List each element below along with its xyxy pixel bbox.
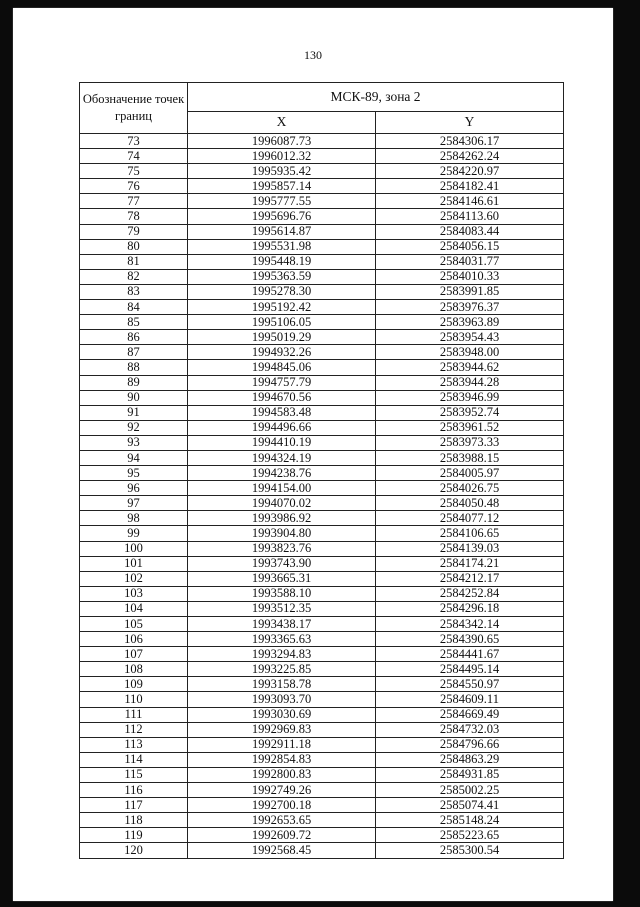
table-row [80, 149, 564, 164]
table-row [80, 284, 564, 299]
y-coordinate-cell: 2585223.65 [376, 828, 564, 843]
table-row [80, 345, 564, 360]
y-coordinate-cell: 2583973.33 [376, 435, 564, 450]
table-row [80, 828, 564, 843]
table-row [80, 179, 564, 194]
x-coordinate-cell: 1995696.76 [188, 209, 376, 224]
table-row [80, 677, 564, 692]
point-id-cell: 96 [80, 481, 188, 496]
y-coordinate-cell: 2584212.17 [376, 571, 564, 586]
table-row [80, 783, 564, 798]
x-coordinate-cell: 1995019.29 [188, 330, 376, 345]
table-row [80, 767, 564, 782]
table-row [80, 254, 564, 269]
table-row [80, 571, 564, 586]
point-id-cell: 77 [80, 194, 188, 209]
y-coordinate-cell: 2584609.11 [376, 692, 564, 707]
point-id-cell: 104 [80, 601, 188, 616]
x-coordinate-cell: 1993986.92 [188, 511, 376, 526]
point-id-cell: 98 [80, 511, 188, 526]
point-id-cell: 116 [80, 783, 188, 798]
point-id-cell: 97 [80, 496, 188, 511]
y-coordinate-cell: 2583944.62 [376, 360, 564, 375]
point-id-cell: 103 [80, 586, 188, 601]
y-column-header: Y [376, 111, 564, 133]
point-id-cell: 120 [80, 843, 188, 858]
x-coordinate-cell: 1994496.66 [188, 420, 376, 435]
table-row [80, 647, 564, 662]
point-id-cell: 110 [80, 692, 188, 707]
x-coordinate-cell: 1995935.42 [188, 164, 376, 179]
y-coordinate-cell: 2584056.15 [376, 239, 564, 254]
point-id-cell: 90 [80, 390, 188, 405]
y-coordinate-cell: 2584252.84 [376, 586, 564, 601]
table-row [80, 662, 564, 677]
x-coordinate-cell: 1995106.05 [188, 315, 376, 330]
coordinates-table [79, 82, 564, 859]
y-coordinate-cell: 2584342.14 [376, 617, 564, 632]
y-coordinate-cell: 2583954.43 [376, 330, 564, 345]
x-coordinate-cell: 1994845.06 [188, 360, 376, 375]
table-row [80, 586, 564, 601]
y-coordinate-cell: 2585074.41 [376, 798, 564, 813]
table-row [80, 843, 564, 858]
x-coordinate-cell: 1993030.69 [188, 707, 376, 722]
x-coordinate-cell: 1994410.19 [188, 435, 376, 450]
x-coordinate-cell: 1993438.17 [188, 617, 376, 632]
x-coordinate-cell: 1993743.90 [188, 556, 376, 571]
y-coordinate-cell: 2584796.66 [376, 737, 564, 752]
table-row [80, 813, 564, 828]
table-row [80, 360, 564, 375]
x-coordinate-cell: 1993294.83 [188, 647, 376, 662]
y-coordinate-cell: 2583991.85 [376, 284, 564, 299]
y-coordinate-cell: 2584182.41 [376, 179, 564, 194]
y-coordinate-cell: 2584077.12 [376, 511, 564, 526]
point-id-cell: 87 [80, 345, 188, 360]
x-coordinate-cell: 1995278.30 [188, 284, 376, 299]
table-row [80, 692, 564, 707]
table-row [80, 752, 564, 767]
table-row [80, 224, 564, 239]
point-id-cell: 109 [80, 677, 188, 692]
point-id-cell: 102 [80, 571, 188, 586]
point-id-cell: 74 [80, 149, 188, 164]
table-row [80, 798, 564, 813]
table-row [80, 526, 564, 541]
y-coordinate-cell: 2584106.65 [376, 526, 564, 541]
x-coordinate-cell: 1993823.76 [188, 541, 376, 556]
x-coordinate-cell: 1993512.35 [188, 601, 376, 616]
x-coordinate-cell: 1993904.80 [188, 526, 376, 541]
x-coordinate-cell: 1994583.48 [188, 405, 376, 420]
table-row [80, 405, 564, 420]
point-id-cell: 115 [80, 767, 188, 782]
point-id-cell: 107 [80, 647, 188, 662]
x-coordinate-cell: 1995448.19 [188, 254, 376, 269]
point-id-cell: 84 [80, 300, 188, 315]
y-coordinate-cell: 2584732.03 [376, 722, 564, 737]
y-coordinate-cell: 2584550.97 [376, 677, 564, 692]
x-coordinate-cell: 1993225.85 [188, 662, 376, 677]
point-id-cell: 106 [80, 632, 188, 647]
table-row [80, 722, 564, 737]
point-id-cell: 105 [80, 617, 188, 632]
y-coordinate-cell: 2584296.18 [376, 601, 564, 616]
page-number: 130 [304, 48, 322, 62]
y-coordinate-cell: 2584863.29 [376, 752, 564, 767]
point-id-cell: 108 [80, 662, 188, 677]
y-coordinate-cell: 2583946.99 [376, 390, 564, 405]
y-coordinate-cell: 2584010.33 [376, 269, 564, 284]
y-coordinate-cell: 2584113.60 [376, 209, 564, 224]
point-id-cell: 76 [80, 179, 188, 194]
point-id-cell: 94 [80, 450, 188, 465]
y-coordinate-cell: 2584026.75 [376, 481, 564, 496]
y-coordinate-cell: 2584669.49 [376, 707, 564, 722]
y-coordinate-cell: 2584139.03 [376, 541, 564, 556]
point-id-cell: 111 [80, 707, 188, 722]
table-row [80, 466, 564, 481]
table-row [80, 632, 564, 647]
x-coordinate-cell: 1992568.45 [188, 843, 376, 858]
x-column-header: X [188, 111, 376, 133]
point-id-cell: 73 [80, 134, 188, 149]
y-coordinate-cell: 2584441.67 [376, 647, 564, 662]
table-row [80, 209, 564, 224]
y-coordinate-cell: 2584083.44 [376, 224, 564, 239]
table-row [80, 330, 564, 345]
x-coordinate-cell: 1995192.42 [188, 300, 376, 315]
x-coordinate-cell: 1992969.83 [188, 722, 376, 737]
point-id-cell: 81 [80, 254, 188, 269]
y-coordinate-cell: 2584931.85 [376, 767, 564, 782]
table-row [80, 450, 564, 465]
table-row [80, 601, 564, 616]
table-row [80, 435, 564, 450]
x-coordinate-cell: 1995777.55 [188, 194, 376, 209]
table-row [80, 511, 564, 526]
point-id-cell: 79 [80, 224, 188, 239]
x-coordinate-cell: 1995363.59 [188, 269, 376, 284]
y-coordinate-cell: 2584146.61 [376, 194, 564, 209]
x-coordinate-cell: 1994670.56 [188, 390, 376, 405]
x-coordinate-cell: 1994932.26 [188, 345, 376, 360]
point-id-cell: 114 [80, 752, 188, 767]
y-coordinate-cell: 2584306.17 [376, 134, 564, 149]
y-coordinate-cell: 2584262.24 [376, 149, 564, 164]
point-id-cell: 95 [80, 466, 188, 481]
x-coordinate-cell: 1993158.78 [188, 677, 376, 692]
table-row [80, 481, 564, 496]
point-id-cell: 93 [80, 435, 188, 450]
y-coordinate-cell: 2583963.89 [376, 315, 564, 330]
y-coordinate-cell: 2584174.21 [376, 556, 564, 571]
point-id-cell: 119 [80, 828, 188, 843]
table-header [80, 83, 564, 134]
point-id-cell: 88 [80, 360, 188, 375]
table-body [80, 134, 564, 859]
x-coordinate-cell: 1993588.10 [188, 586, 376, 601]
table-row [80, 390, 564, 405]
point-id-cell: 113 [80, 737, 188, 752]
point-id-cell: 92 [80, 420, 188, 435]
document-page [13, 8, 613, 901]
x-coordinate-cell: 1992653.65 [188, 813, 376, 828]
table-row [80, 164, 564, 179]
point-id-cell: 78 [80, 209, 188, 224]
y-coordinate-cell: 2583988.15 [376, 450, 564, 465]
table-row [80, 420, 564, 435]
x-coordinate-cell: 1993093.70 [188, 692, 376, 707]
point-id-cell: 100 [80, 541, 188, 556]
table-row [80, 707, 564, 722]
point-id-cell: 80 [80, 239, 188, 254]
point-id-cell: 117 [80, 798, 188, 813]
point-id-cell: 83 [80, 284, 188, 299]
y-coordinate-cell: 2584390.65 [376, 632, 564, 647]
table-row [80, 239, 564, 254]
x-coordinate-cell: 1992911.18 [188, 737, 376, 752]
x-coordinate-cell: 1992700.18 [188, 798, 376, 813]
x-coordinate-cell: 1993665.31 [188, 571, 376, 586]
point-id-cell: 82 [80, 269, 188, 284]
table-row [80, 134, 564, 149]
x-coordinate-cell: 1996087.73 [188, 134, 376, 149]
x-coordinate-cell: 1992749.26 [188, 783, 376, 798]
point-id-cell: 86 [80, 330, 188, 345]
table-row [80, 315, 564, 330]
y-coordinate-cell: 2583948.00 [376, 345, 564, 360]
x-coordinate-cell: 1994238.76 [188, 466, 376, 481]
y-coordinate-cell: 2583961.52 [376, 420, 564, 435]
y-coordinate-cell: 2585002.25 [376, 783, 564, 798]
table-row [80, 496, 564, 511]
y-coordinate-cell: 2584050.48 [376, 496, 564, 511]
y-coordinate-cell: 2584005.97 [376, 466, 564, 481]
zone-header: МСК-89, зона 2 [188, 83, 564, 112]
y-coordinate-cell: 2583952.74 [376, 405, 564, 420]
table-row [80, 269, 564, 284]
point-id-cell: 112 [80, 722, 188, 737]
x-coordinate-cell: 1992609.72 [188, 828, 376, 843]
y-coordinate-cell: 2584495.14 [376, 662, 564, 677]
point-column-header: Обозначение точек границ [80, 83, 188, 134]
x-coordinate-cell: 1995614.87 [188, 224, 376, 239]
x-coordinate-cell: 1995531.98 [188, 239, 376, 254]
table-row [80, 375, 564, 390]
y-coordinate-cell: 2584031.77 [376, 254, 564, 269]
x-coordinate-cell: 1992800.83 [188, 767, 376, 782]
table-row [80, 617, 564, 632]
point-id-cell: 75 [80, 164, 188, 179]
x-coordinate-cell: 1994757.79 [188, 375, 376, 390]
x-coordinate-cell: 1992854.83 [188, 752, 376, 767]
x-coordinate-cell: 1994154.00 [188, 481, 376, 496]
point-id-cell: 91 [80, 405, 188, 420]
x-coordinate-cell: 1994324.19 [188, 450, 376, 465]
table-row [80, 194, 564, 209]
point-id-cell: 118 [80, 813, 188, 828]
y-coordinate-cell: 2583976.37 [376, 300, 564, 315]
table-row [80, 556, 564, 571]
y-coordinate-cell: 2584220.97 [376, 164, 564, 179]
table-row [80, 737, 564, 752]
x-coordinate-cell: 1996012.32 [188, 149, 376, 164]
y-coordinate-cell: 2585300.54 [376, 843, 564, 858]
x-coordinate-cell: 1995857.14 [188, 179, 376, 194]
point-id-cell: 89 [80, 375, 188, 390]
table-row [80, 541, 564, 556]
point-id-cell: 101 [80, 556, 188, 571]
x-coordinate-cell: 1994070.02 [188, 496, 376, 511]
y-coordinate-cell: 2583944.28 [376, 375, 564, 390]
point-id-cell: 99 [80, 526, 188, 541]
x-coordinate-cell: 1993365.63 [188, 632, 376, 647]
table-row [80, 300, 564, 315]
y-coordinate-cell: 2585148.24 [376, 813, 564, 828]
point-id-cell: 85 [80, 315, 188, 330]
